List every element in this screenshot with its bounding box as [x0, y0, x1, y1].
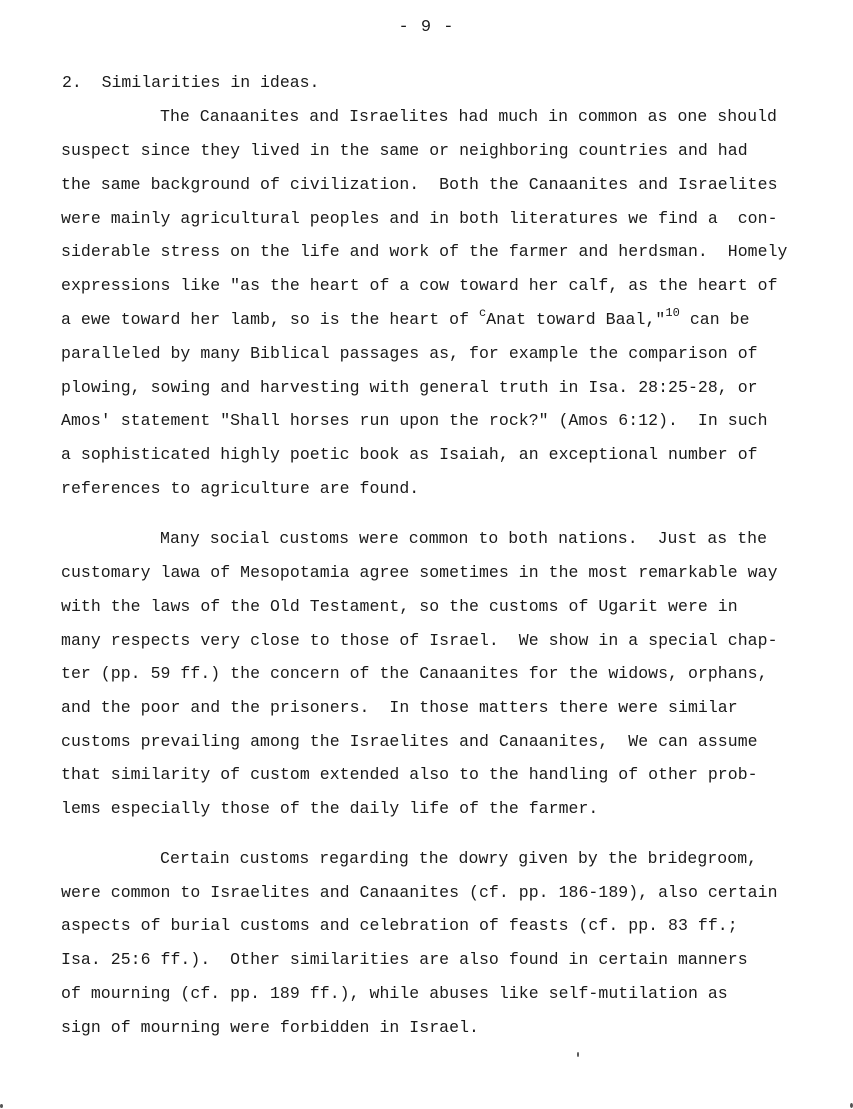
text-line: aspects of burial customs and celebration of feasts (cf. pp. 83 ff.; [61, 916, 738, 935]
section-heading: 2. Similarities in ideas. [62, 73, 320, 92]
text-line: sign of mourning were forbidden in Israel. [61, 1018, 479, 1037]
scan-speck [0, 1104, 3, 1108]
text-segment: Anat toward Baal," [486, 310, 666, 329]
text-line: Isa. 25:6 ff.). Other similarities are also found in certain manners [61, 950, 748, 969]
text-segment: a ewe toward her lamb, so is the heart of [61, 310, 479, 329]
text-line: plowing, sowing and harvesting with general truth in Isa. 28:25-28, or [61, 378, 758, 397]
text-line: the same background of civilization. Both the Canaanites and Israelites [61, 175, 778, 194]
text-line: many respects very close to those of Israel. We show in a special chap- [61, 631, 778, 650]
scan-speck [577, 1052, 579, 1057]
text-line: and the poor and the prisoners. In those matters there were similar [61, 698, 738, 717]
text-line: a sophisticated highly poetic book as Isaiah, an exceptional number of [61, 445, 758, 464]
text-line: siderable stress on the life and work of the farmer and herdsman. Homely [61, 242, 788, 261]
page-number: - 9 - [398, 18, 455, 37]
text-line: Amos' statement "Shall horses run upon the rock?" (Amos 6:12). In such [61, 411, 768, 430]
text-line: Certain customs regarding the dowry given by the bridegroom, [160, 849, 758, 868]
text-line: lems especially those of the daily life of the farmer. [61, 799, 599, 818]
text-line: of mourning (cf. pp. 189 ff.), while abuses like self-mutilation as [61, 984, 728, 1003]
text-line: customary lawa of Mesopotamia agree sometimes in the most remarkable way [61, 563, 778, 582]
text-line: ter (pp. 59 ff.) the concern of the Canaanites for the widows, orphans, [61, 664, 768, 683]
text-line: customs prevailing among the Israelites and Canaanites, We can assume [61, 732, 758, 751]
text-line: references to agriculture are found. [61, 479, 420, 498]
text-segment: can be [679, 310, 750, 329]
text-line: were mainly agricultural peoples and in both literatures we find a con- [61, 209, 778, 228]
text-line: Many social customs were common to both nations. Just as the [160, 529, 768, 548]
text-line: suspect since they lived in the same or neighboring countries and had [61, 141, 748, 160]
text-line: The Canaanites and Israelites had much in common as one should [160, 107, 777, 126]
ayin-superscript: c [478, 305, 487, 320]
text-line: were common to Israelites and Canaanites (cf. pp. 186-189), also certain [61, 883, 778, 902]
footnote-reference: 10 [665, 305, 680, 320]
text-line: paralleled by many Biblical passages as, for example the comparison of [61, 344, 758, 363]
text-line: that similarity of custom extended also to the handling of other prob- [61, 765, 758, 784]
text-line-with-footnote [61, 305, 750, 330]
text-line: with the laws of the Old Testament, so the customs of Ugarit were in [61, 597, 738, 616]
text-line: expressions like "as the heart of a cow toward her calf, as the heart of [61, 276, 778, 295]
